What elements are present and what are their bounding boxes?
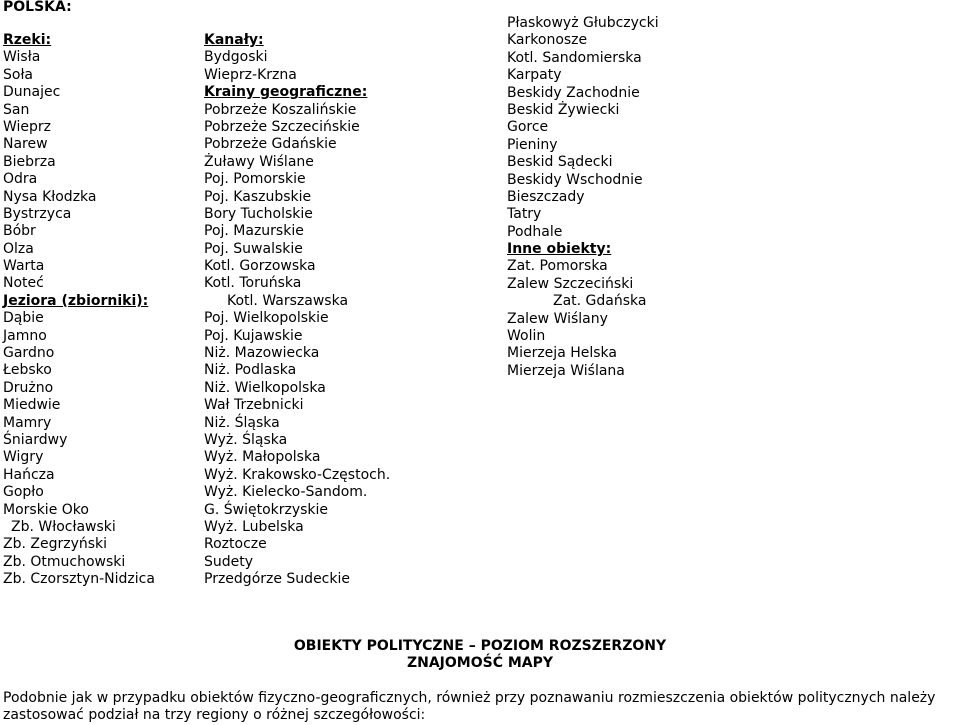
list-item: Bydgoski (204, 49, 268, 66)
list-item: Wyż. Śląska (204, 431, 288, 448)
list-item: San (3, 101, 30, 118)
list-item: Narew (3, 136, 48, 153)
list-item: Wyż. Kielecko-Sandom. (204, 484, 368, 501)
list-item: Soła (3, 66, 34, 83)
list-item: Płaskowyż Głubczycki (507, 15, 659, 31)
section-header: Jeziora (zbiorniki): (3, 292, 149, 309)
list-item: Dunajec (3, 84, 61, 101)
list-item: Wyż. Lubelska (204, 518, 304, 535)
column-mountains-other (507, 15, 659, 380)
list-item: Poj. Wielkopolskie (204, 310, 329, 327)
list-item: Bystrzyca (3, 205, 72, 222)
list-item: Zb. Włocławski (11, 518, 116, 535)
list-item: Noteć (3, 275, 44, 292)
list-item: Bieszczady (507, 188, 585, 205)
list-item: Miedwie (3, 397, 61, 414)
list-item: Tatry (507, 206, 542, 223)
list-item: Kotl. Warszawska (227, 292, 349, 309)
page-heading: POLSKA: (3, 0, 72, 15)
list-item: Morskie Oko (3, 501, 89, 518)
list-item: Mamry (3, 414, 52, 431)
list-item: Hańcza (3, 466, 55, 483)
list-item: Kotl. Toruńska (204, 275, 302, 292)
list-item: Wolin (507, 328, 546, 345)
list-item: Nysa Kłodzka (3, 188, 97, 205)
list-item: Podhale (507, 223, 563, 240)
paragraph-line-1: Podobnie jak w przypadku obiektów fizyczno-geograficznych, również przy poznawaniu rozmieszczenia obiektów politycznych należy (3, 690, 936, 706)
list-item: Drużno (3, 379, 54, 396)
list-item: Zalew Wiślany (507, 310, 608, 327)
column-canals-regions (204, 32, 390, 589)
list-item: Bory Tucholskie (204, 205, 313, 222)
list-item: Mierzeja Wiślana (507, 362, 625, 379)
list-item: Wieprz-Krzna (204, 66, 297, 83)
list-item: Poj. Suwalskie (204, 240, 303, 257)
intro-paragraph (3, 690, 958, 724)
list-item: Wisła (3, 49, 41, 66)
list-item: Zat. Pomorska (507, 258, 608, 275)
list-item: Poj. Pomorskie (204, 171, 306, 188)
section-header: Rzeki: (3, 32, 52, 48)
list-item: Niż. Podlaska (204, 362, 297, 379)
list-item: Łebsko (3, 362, 52, 379)
list-item: Beskid Żywiecki (507, 101, 620, 118)
list-item: Beskidy Zachodnie (507, 84, 640, 101)
list-item: Poj. Mazurskie (204, 223, 304, 240)
section-header: Kanały: (204, 32, 264, 48)
list-item: Pieniny (507, 136, 558, 153)
list-item: Zb. Czorsztyn-Nidzica (3, 571, 155, 588)
list-item: Gopło (3, 484, 44, 501)
list-item: Kotl. Sandomierska (507, 49, 642, 66)
list-item: Warta (3, 258, 45, 275)
list-item: Jamno (3, 327, 47, 344)
list-item: Karpaty (507, 67, 562, 84)
column-rivers-lakes (3, 32, 155, 589)
list-item: Niż. Śląska (204, 414, 280, 431)
list-item: Wał Trzebnicki (204, 397, 304, 414)
list-item: Wyż. Krakowsko-Częstoch. (204, 466, 391, 483)
list-item: Wigry (3, 449, 44, 466)
list-item: Gardno (3, 345, 55, 362)
list-item: Pobrzeże Gdańskie (204, 136, 337, 153)
section-title-line-1: OBIEKTY POLITYCZNE – POZIOM ROZSZERZONY (293, 638, 667, 654)
section-header: Krainy geograficzne: (204, 84, 368, 101)
list-item: Niż. Mazowiecka (204, 345, 320, 362)
list-item: Karkonosze (507, 32, 588, 49)
list-item: G. Świętokrzyskie (204, 501, 329, 518)
list-item: Śniardwy (3, 431, 68, 448)
list-item: Zalew Szczeciński (507, 275, 634, 292)
list-item: Poj. Kujawskie (204, 327, 303, 344)
list-item: Roztocze (204, 536, 267, 553)
list-item: Niż. Wielkopolska (204, 379, 326, 396)
list-item: Zb. Zegrzyński (3, 536, 108, 553)
list-item: Dąbie (3, 310, 44, 327)
list-item: Zat. Gdańska (553, 293, 647, 310)
list-item: Wyż. Małopolska (204, 449, 321, 466)
section-title (0, 638, 960, 672)
list-item: Wieprz (3, 118, 52, 135)
section-title-line-2: ZNAJOMOŚĆ MAPY (406, 655, 554, 671)
list-item: Poj. Kaszubskie (204, 188, 312, 205)
list-item: Mierzeja Helska (507, 345, 617, 362)
list-item: Pobrzeże Szczecińskie (204, 118, 360, 135)
list-item: Biebrza (3, 153, 56, 170)
section-header: Inne obiekty: (507, 241, 612, 258)
list-item: Olza (3, 240, 34, 257)
list-item: Odra (3, 171, 38, 188)
list-item: Żuławy Wiślane (204, 153, 314, 170)
list-item: Gorce (507, 119, 549, 136)
list-item: Beskid Sądecki (507, 154, 613, 171)
list-item: Bóbr (3, 223, 36, 240)
list-item: Pobrzeże Koszalińskie (204, 101, 357, 118)
list-item: Sudety (204, 553, 254, 570)
list-item: Zb. Otmuchowski (3, 553, 126, 570)
list-item: Beskidy Wschodnie (507, 171, 643, 188)
list-item: Kotl. Gorzowska (204, 258, 316, 275)
list-item: Przedgórze Sudeckie (204, 571, 350, 588)
paragraph-line-2: zastosować podział na trzy regiony o różnej szczegółowości: (3, 707, 426, 723)
